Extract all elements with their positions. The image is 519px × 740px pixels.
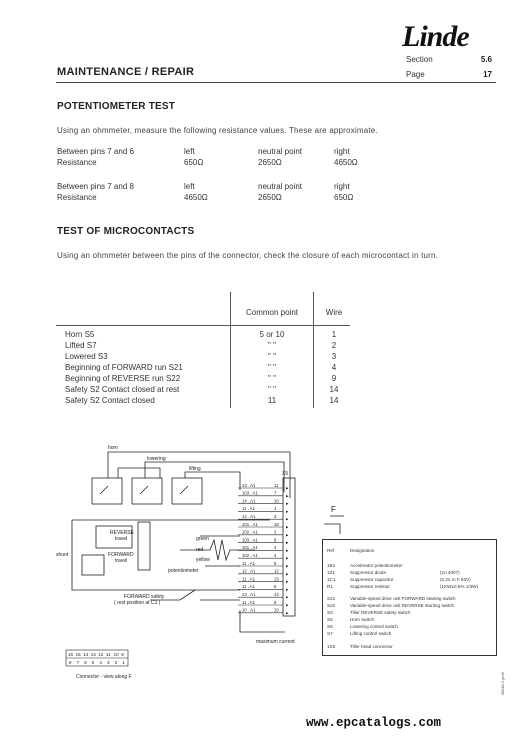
arrow-icon: ▸ bbox=[286, 516, 289, 523]
connector-pin: 1 bbox=[122, 660, 125, 665]
connector-pin: 7 bbox=[76, 660, 80, 665]
wire-code: 101 . A1 bbox=[242, 521, 258, 527]
label-lowering: lowering bbox=[147, 456, 166, 462]
table-row-name: Safety S2 Contact closed bbox=[65, 396, 155, 405]
pot-value-right: 650Ω bbox=[334, 193, 354, 202]
table-row-common: " " bbox=[268, 374, 276, 383]
col-common-point: Common point bbox=[245, 308, 299, 317]
wire-pin: 14 bbox=[274, 592, 279, 597]
table-row-common: " " bbox=[268, 385, 276, 394]
pot-test-intro: Using an ohmmeter, measure the following resistance values. These are approximate. bbox=[57, 126, 378, 135]
connector-caption: Connector - view along F bbox=[76, 674, 132, 680]
wire-list bbox=[238, 483, 289, 617]
wire-pin: 8 bbox=[274, 537, 277, 543]
arrow-icon: ▸ bbox=[286, 563, 289, 570]
label-potentiometer: potentiometer bbox=[168, 568, 199, 574]
arrow-icon: ▸ bbox=[286, 532, 289, 539]
wire-pin: 4 bbox=[274, 545, 277, 551]
section-value: 5.6 bbox=[480, 55, 492, 64]
wire-pin: 6 bbox=[274, 560, 277, 566]
legend-table bbox=[322, 539, 497, 656]
pot-right-label: right bbox=[334, 147, 350, 156]
legend-spec: (0,22 m F 63V) bbox=[440, 577, 471, 582]
arrow-icon: ▸ bbox=[286, 555, 289, 562]
legend-designation: Accelerator potentiometer bbox=[350, 563, 403, 568]
label-lifting: lifting bbox=[189, 466, 201, 472]
legend-ref: S21 bbox=[327, 596, 336, 601]
pot-resistance-label: Resistance bbox=[57, 158, 97, 167]
table-row-common: 5 or 10 bbox=[259, 330, 285, 339]
table-row-common: " " bbox=[268, 363, 276, 372]
micro-test-intro: Using an ohmmeter between the pins of the connector, check the closure of each microcontact in turn. bbox=[57, 251, 439, 260]
wire-pin: 9 bbox=[274, 599, 277, 605]
legend-designation: Variable-speed drive unit FORWARD starting switch bbox=[350, 596, 456, 601]
wire-pin: 3 bbox=[274, 514, 277, 519]
arrow-icon: ▸ bbox=[286, 493, 289, 500]
wire-pin: 11 bbox=[274, 482, 279, 488]
wire-pin: 18 bbox=[274, 521, 279, 527]
pot-left-label: left bbox=[184, 147, 195, 156]
legend-ref: 1X5 bbox=[327, 644, 336, 649]
arrow-icon: ▸ bbox=[286, 586, 289, 593]
connector-pin: 3 bbox=[107, 660, 110, 665]
wire-code: 11 . A1 bbox=[242, 584, 256, 590]
arrow-icon: ▸ bbox=[286, 610, 289, 617]
table-row-name: Horn S5 bbox=[65, 330, 95, 339]
wire-pin: 10 bbox=[274, 607, 279, 613]
table-row-wire: 4 bbox=[331, 363, 337, 372]
wire-pin: 13 bbox=[274, 576, 279, 582]
legend-designation: Suppressor diode bbox=[350, 570, 387, 575]
wire-code: 102 . A1 bbox=[242, 529, 258, 535]
label-red: red bbox=[196, 547, 204, 553]
arrow-icon: ▸ bbox=[286, 594, 289, 601]
arrow-icon: ▸ bbox=[286, 508, 289, 515]
label-fwd-safety-note: ( rest position at C1 ) bbox=[114, 600, 161, 606]
connector-pin: 2 bbox=[114, 660, 118, 665]
wire-code: 103 . A1 bbox=[242, 537, 258, 543]
connector-pin: 14 bbox=[83, 652, 89, 657]
table-row-common: " " bbox=[268, 341, 276, 350]
label-forward: FORWARD bbox=[108, 552, 134, 558]
label-forward-travel: travel bbox=[115, 558, 128, 564]
pot-neutral-label: neutral point bbox=[258, 182, 303, 191]
wire-code: 101 . A1 bbox=[242, 545, 258, 551]
table-row-name: Beginning of FORWARD run S21 bbox=[65, 363, 183, 372]
legend-designation: Tiller REVERSE safety switch bbox=[350, 610, 411, 615]
pot-left-label: left bbox=[184, 182, 195, 191]
wire-pin: 2 bbox=[274, 529, 277, 535]
connector-pin: 11 bbox=[106, 652, 111, 657]
table-row-wire: 14 bbox=[329, 385, 339, 394]
arrow-icon: ▸ bbox=[286, 571, 289, 578]
side-code: 38048.2.pm6 bbox=[500, 672, 505, 696]
arrow-icon: ▸ bbox=[286, 540, 289, 547]
arrow-icon: ▸ bbox=[286, 602, 289, 609]
table-row-name: Lowered S3 bbox=[65, 352, 108, 361]
legend-col-ref: Ref bbox=[327, 548, 335, 553]
table-row-common: " " bbox=[268, 352, 276, 361]
legend-designation: Suppressor resistor bbox=[350, 584, 390, 589]
label-fwd-safety: FORWARD safety bbox=[124, 594, 165, 600]
wire-pin: 1 bbox=[274, 506, 277, 512]
legend-ref: S6 bbox=[327, 624, 333, 629]
label-yellow: yellow bbox=[196, 557, 210, 563]
wire-code: 14 . A1 bbox=[242, 498, 256, 504]
pot-pins: Between pins 7 and 8 bbox=[57, 182, 134, 191]
connector-pin: 4 bbox=[99, 660, 102, 665]
page-title: MAINTENANCE / REPAIR bbox=[57, 66, 195, 78]
footer-url[interactable]: www.epcatalogs.com bbox=[306, 716, 442, 730]
brand-logo: Linde bbox=[402, 20, 469, 53]
connector-pin: 15 bbox=[75, 652, 81, 657]
wire-code: 10 . A1 bbox=[242, 607, 256, 613]
connector-pin: 16 bbox=[68, 652, 74, 657]
legend-designation: Suppressor capacitor bbox=[350, 577, 394, 582]
page-label: Page bbox=[406, 70, 425, 79]
connector-pin: 10 bbox=[113, 652, 119, 657]
wire-pin: 12 bbox=[274, 568, 279, 574]
table-row-wire: 9 bbox=[331, 374, 337, 383]
legend-designation: Tiller head connector bbox=[350, 644, 393, 649]
wire-code: 11 . A1 bbox=[242, 560, 256, 566]
label-x5: X5 bbox=[282, 471, 289, 477]
pot-value-left: 4650Ω bbox=[184, 193, 208, 202]
legend-designation: Lifting control switch bbox=[350, 631, 392, 636]
label-reverse: REVERSE bbox=[110, 530, 134, 536]
wire-code: 11 . A1 bbox=[242, 599, 256, 605]
wire-code: 102 . A1 bbox=[242, 553, 258, 558]
table-row-common: 11 bbox=[267, 396, 277, 405]
wire-pin: 5 bbox=[274, 584, 277, 590]
pot-resistance-label: Resistance bbox=[57, 193, 97, 202]
table-row-name: Lifted S7 bbox=[65, 341, 97, 350]
legend-spec: (1n 4007) bbox=[440, 570, 460, 575]
wire-pin: 7 bbox=[274, 490, 277, 496]
legend-col-designation: Designation bbox=[350, 548, 375, 553]
connector-pin: 5 bbox=[91, 660, 95, 665]
legend-designation: Lowering control switch bbox=[350, 624, 398, 629]
legend-ref: S22 bbox=[327, 603, 336, 608]
arrow-icon: ▸ bbox=[286, 547, 289, 554]
table-row-wire: 2 bbox=[331, 341, 337, 350]
col-wire: Wire bbox=[325, 308, 343, 317]
legend-designation: Horn switch bbox=[350, 617, 374, 622]
label-green: green bbox=[196, 536, 209, 542]
wire-code: 11 . A1 bbox=[242, 576, 256, 582]
pot-value-neutral: 2650Ω bbox=[258, 158, 282, 167]
label-max-current: maximum current bbox=[256, 639, 295, 645]
label-f-arrow: F bbox=[331, 505, 336, 514]
legend-ref: 1Z1 bbox=[327, 570, 335, 575]
label-reverse-travel: travel bbox=[115, 536, 128, 542]
wire-code: 11 . A1 bbox=[242, 506, 256, 512]
arrow-icon: ▸ bbox=[286, 501, 289, 508]
label-horn: horn bbox=[108, 445, 119, 451]
connector-pin: 8 bbox=[69, 660, 72, 665]
pot-pins: Between pins 7 and 6 bbox=[57, 147, 134, 156]
legend-ref: 1B1 bbox=[327, 563, 336, 568]
micro-test-heading: TEST OF MICROCONTACTS bbox=[57, 226, 195, 237]
legend-ref: S7 bbox=[327, 631, 333, 636]
wire-pin: 10 bbox=[274, 498, 279, 504]
legend-designation: Variable-speed drive unit REVERSE starting switch bbox=[350, 603, 455, 608]
pot-neutral-label: neutral point bbox=[258, 147, 303, 156]
wire-code: 14 . A1 bbox=[242, 514, 256, 519]
connector-pin: 6 bbox=[84, 660, 87, 665]
section-label: Section bbox=[406, 55, 433, 64]
connector-pin: 9 bbox=[121, 652, 124, 657]
legend-ref: 1C1 bbox=[327, 577, 336, 582]
arrow-icon: ▸ bbox=[286, 579, 289, 586]
legend-spec: (1KW±0,5% 1/3W) bbox=[440, 584, 479, 589]
label-shunt: shunt bbox=[56, 552, 69, 558]
page-value: 17 bbox=[483, 70, 492, 79]
table-row-wire: 14 bbox=[329, 396, 339, 405]
wire-code: 103 . A1 bbox=[242, 490, 258, 496]
wire-pin: 4 bbox=[274, 553, 277, 558]
arrow-icon: ▸ bbox=[286, 524, 289, 531]
pot-test-heading: POTENTIOMETER TEST bbox=[57, 101, 176, 112]
pot-right-label: right bbox=[334, 182, 350, 191]
table-row-name: Safety S2 Contact closed at rest bbox=[65, 385, 180, 394]
wire-code: 12 . A1 bbox=[242, 568, 256, 574]
arrow-icon: ▸ bbox=[286, 485, 289, 492]
connector-pin: 12 bbox=[98, 652, 104, 657]
table-row-wire: 3 bbox=[331, 352, 337, 361]
table-row-wire: 1 bbox=[331, 330, 337, 339]
connector-pin: 13 bbox=[90, 652, 96, 657]
pot-value-neutral: 2650Ω bbox=[258, 193, 282, 202]
pot-value-right: 4650Ω bbox=[334, 158, 358, 167]
legend-ref: R1 bbox=[327, 584, 333, 589]
wire-code: 13 . A1 bbox=[242, 592, 256, 597]
legend-ref: S5 bbox=[327, 617, 333, 622]
table-row-name: Beginning of REVERSE run S22 bbox=[65, 374, 181, 383]
legend-ref: S3 bbox=[327, 610, 333, 615]
pot-value-left: 650Ω bbox=[184, 158, 204, 167]
wire-code: 13 . A1 bbox=[242, 482, 256, 488]
